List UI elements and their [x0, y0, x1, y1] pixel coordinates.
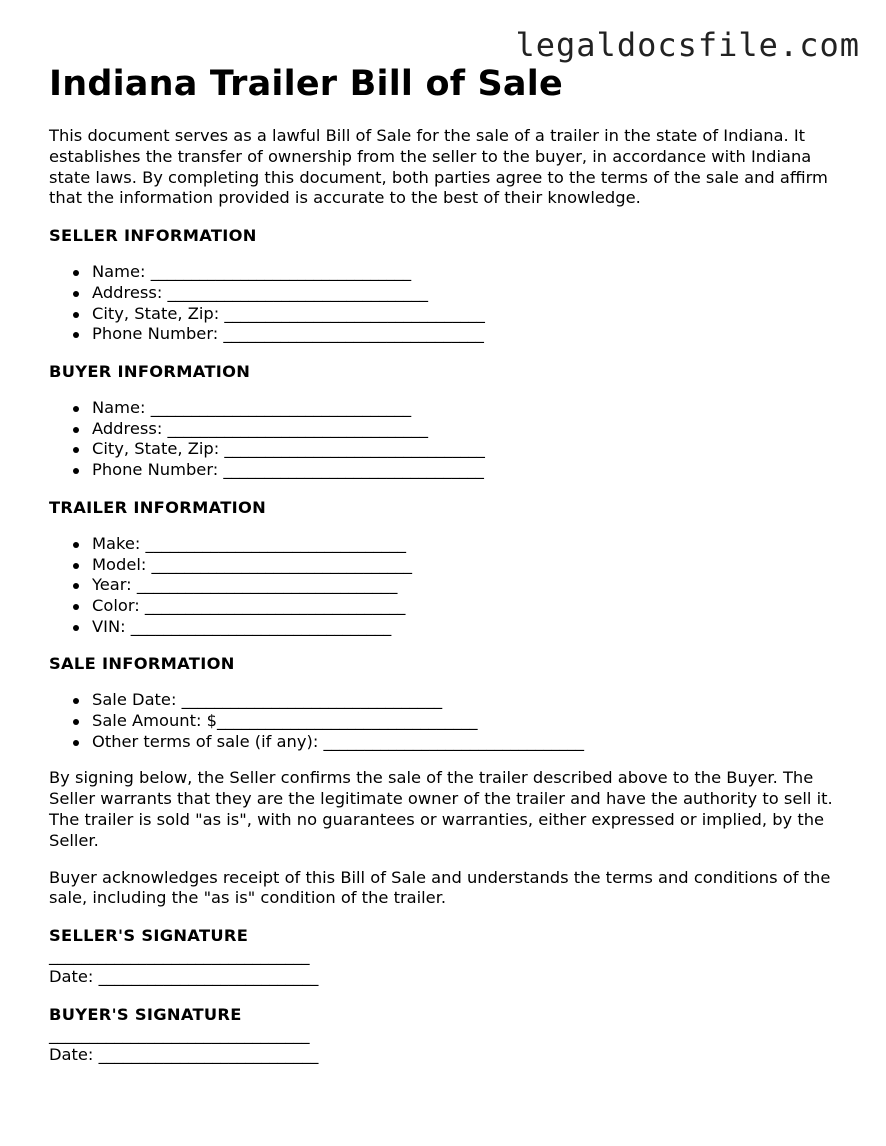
- seller-information-list: [49, 262, 849, 345]
- trailer-information-heading: TRAILER INFORMATION: [49, 497, 267, 517]
- trailer-model-field[interactable]: Model: ________________________________: [72, 555, 849, 576]
- seller-name-field[interactable]: Name: ________________________________: [72, 262, 849, 283]
- trailer-color-field[interactable]: Color: ________________________________: [72, 596, 849, 617]
- buyer-statement-paragraph: Buyer acknowledges receipt of this Bill of Sale and understands the terms and conditions of the sale, including the "as is" condition of the trailer.: [49, 867, 831, 908]
- buyer-city-state-zip-field[interactable]: City, State, Zip: ________________________________: [72, 439, 849, 460]
- buyer-name-field[interactable]: Name: ________________________________: [72, 398, 849, 419]
- buyer-information-list: [49, 398, 849, 481]
- buyer-phone-field[interactable]: Phone Number: ________________________________: [72, 460, 849, 481]
- document-page: [49, 62, 849, 1066]
- sale-information-heading: SALE INFORMATION: [49, 654, 235, 674]
- buyer-signature-block: [49, 1025, 849, 1066]
- seller-information-heading: SELLER INFORMATION: [49, 226, 257, 246]
- buyer-signature-date-field[interactable]: Date: ___________________________: [49, 1045, 319, 1065]
- sale-date-field[interactable]: Sale Date: ________________________________: [72, 690, 849, 711]
- watermark-text: legaldocsfile.com: [515, 26, 860, 64]
- document-title: Indiana Trailer Bill of Sale: [49, 64, 563, 104]
- seller-signature-block: [49, 946, 849, 987]
- buyer-signature-heading: BUYER'S SIGNATURE: [49, 1004, 242, 1024]
- sale-information-list: [49, 690, 849, 752]
- other-terms-field[interactable]: Other terms of sale (if any): ________________________________: [72, 732, 849, 753]
- seller-signature-heading: SELLER'S SIGNATURE: [49, 926, 249, 946]
- trailer-year-field[interactable]: Year: ________________________________: [72, 575, 849, 596]
- trailer-information-list: [49, 534, 849, 638]
- seller-signature-date-field[interactable]: Date: ___________________________: [49, 966, 319, 986]
- buyer-address-field[interactable]: Address: ________________________________: [72, 419, 849, 440]
- seller-address-field[interactable]: Address: ________________________________: [72, 283, 849, 304]
- buyer-signature-line[interactable]: ________________________________: [49, 1024, 310, 1044]
- seller-phone-field[interactable]: Phone Number: ________________________________: [72, 324, 849, 345]
- intro-paragraph: This document serves as a lawful Bill of Sale for the sale of a trailer in the state of Indiana. It establishes the transfer of ownership from the seller to the buyer, in accordance with Indiana state laws. By completing this document, both parties agree to the terms of the sale and affirm that the information provided is accurate to the best of their knowledge.: [49, 126, 828, 208]
- seller-city-state-zip-field[interactable]: City, State, Zip: ________________________________: [72, 304, 849, 325]
- buyer-information-heading: BUYER INFORMATION: [49, 362, 251, 381]
- seller-signature-line[interactable]: ________________________________: [49, 946, 310, 966]
- seller-statement-paragraph: By signing below, the Seller confirms the sale of the trailer described above to the Buyer. The Seller warrants that they are the legitimate owner of the trailer and have the authority to sell it. The trailer is sold "as is", with no guarantees or warranties, either expressed or implied, by the Seller.: [49, 768, 833, 850]
- sale-amount-field[interactable]: Sale Amount: $________________________________: [72, 711, 849, 732]
- trailer-make-field[interactable]: Make: ________________________________: [72, 534, 849, 555]
- trailer-vin-field[interactable]: VIN: ________________________________: [72, 617, 849, 638]
